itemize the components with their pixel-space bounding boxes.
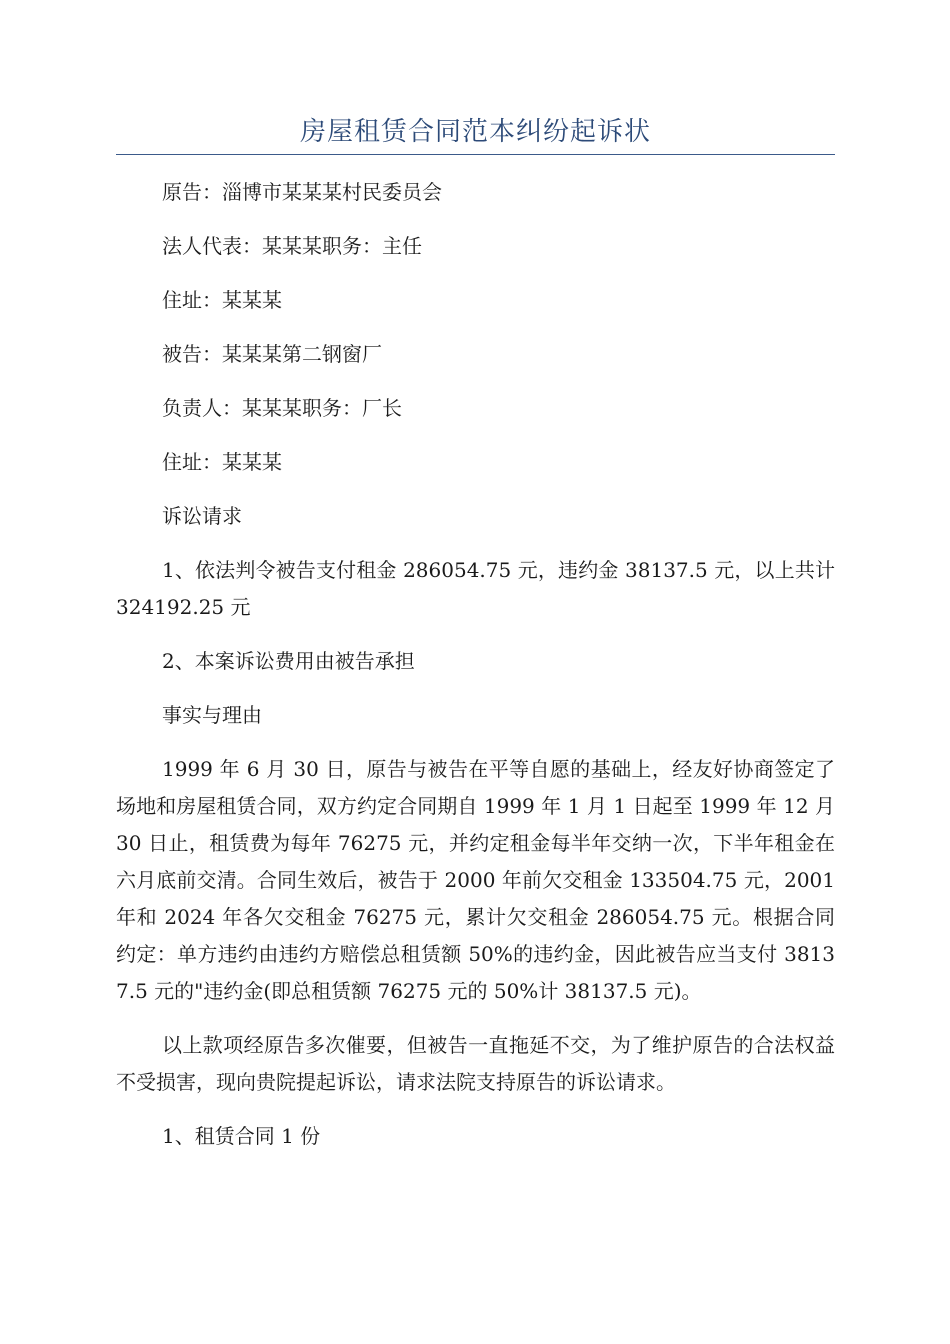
responsible-person-line: 负责人：某某某职务：厂长 [162, 396, 402, 420]
document-title: 房屋租赁合同范本纠纷起诉状 [299, 117, 651, 147]
claim-item-2: 2、本案诉讼费用由被告承担 [162, 649, 415, 673]
defendant-address-line: 住址：某某某 [162, 450, 282, 474]
conclusion-paragraph: 以上款项经原告多次催要，但被告一直拖延不交，为了维护原告的合法权益不受损害，现向贵院提起诉讼，请求法院支持原告的诉讼请求。 [116, 1033, 835, 1094]
document-body [116, 174, 835, 1172]
claim-item-1: 1、依法判令被告支付租金 286054.75 元，违约金 38137.5 元，以上共计 324192.25 元 [116, 558, 835, 619]
defendant-line: 被告：某某某第二钢窗厂 [162, 342, 382, 366]
facts-paragraph: 1999 年 6 月 30 日，原告与被告在平等自愿的基础上，经友好协商签定了场地和房屋租赁合同，双方约定合同期自 1999 年 1 月 1 日起至 1999 年 12 月 30 日止，租赁费为每年 76275 元，并约定租金每半年交纳一次，下半年租金在六月底前交清。合同生效后，被告于 2000 年前欠交租金 133504.75 元，2001 年和 2024 年各欠交租金 76275 元，累计欠交租金 286054.75 元。根据合同约定：单方违约由违约方赔偿总租赁额 50%的违约金，因此被告应当支付 38137.5 元的"违约金(即总租赁额 76275 元的 50%计 38137.5 元)。 [116, 757, 835, 1003]
section-heading-claims: 诉讼请求 [162, 504, 242, 528]
evidence-item-1: 1、租赁合同 1 份 [162, 1124, 321, 1148]
section-heading-facts: 事实与理由 [162, 703, 262, 727]
legal-representative-line: 法人代表：某某某职务：主任 [162, 234, 422, 258]
title-underline [116, 154, 835, 155]
plaintiff-line: 原告：淄博市某某某村民委员会 [162, 180, 442, 204]
plaintiff-address-line: 住址：某某某 [162, 288, 282, 312]
